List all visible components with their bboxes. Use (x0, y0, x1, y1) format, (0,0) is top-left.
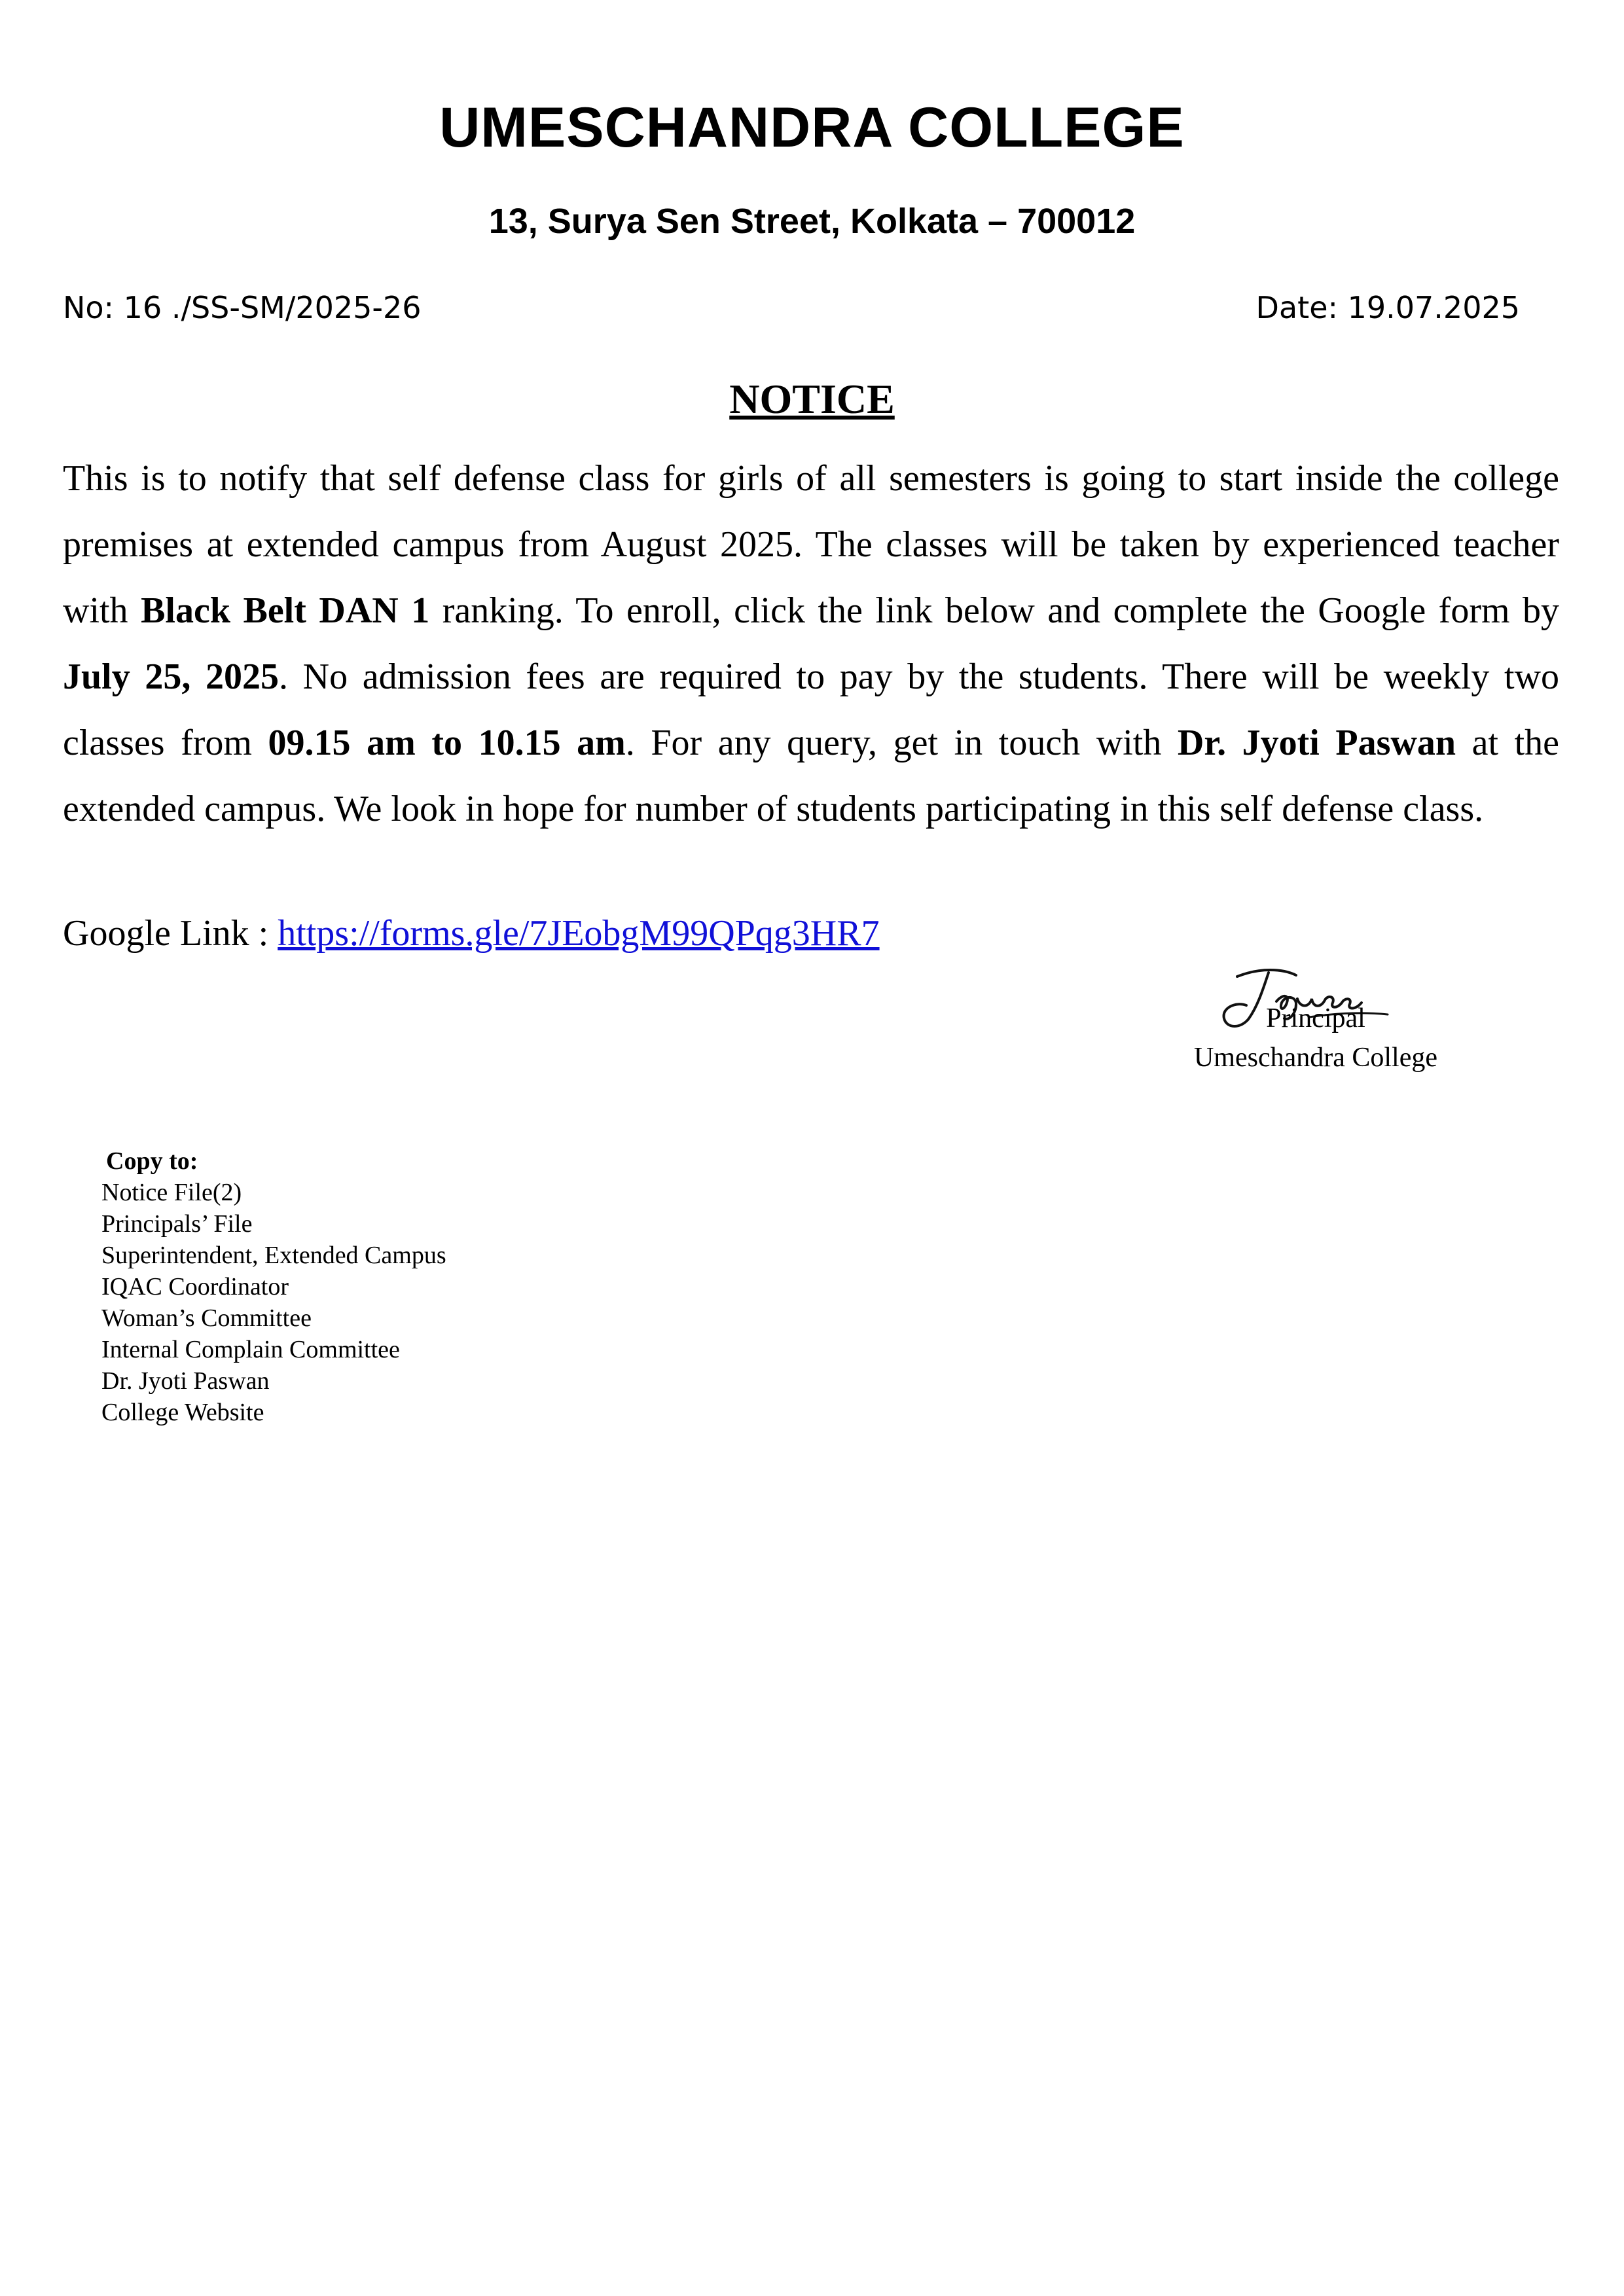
notice-date: Date: 19.07.2025 (1255, 290, 1520, 325)
list-item: Notice File(2) (101, 1179, 242, 1206)
body-text-4: . For any query, get in touch with (625, 723, 1178, 763)
notice-body (63, 446, 1559, 842)
body-text-5: at the extended campus. We look in hope for number of students participating in this self defense class. (63, 723, 1560, 829)
body-text-2: ranking. To enroll, click the link below and complete the Google form by (429, 590, 1560, 631)
body-bold-contact: Dr. Jyoti Paswan (1177, 723, 1456, 763)
college-address: 13, Surya Sen Street, Kolkata – 700012 (488, 202, 1136, 241)
list-item: Woman’s Committee (101, 1304, 312, 1332)
list-item: College Website (101, 1399, 264, 1426)
body-text-1: This is to notify that self defense class for girls of all semesters is going to start inside the college premises at extended campus from August 2025. The classes will be taken by experienced teacher with (63, 458, 1559, 631)
list-item: Superintendent, Extended Campus (101, 1242, 446, 1269)
reference-number: No: 16 ./SS-SM/2025-26 (63, 290, 422, 325)
body-bold-timing: 09.15 am to 10.15 am (268, 723, 626, 763)
principal-college: Umeschandra College (1193, 1043, 1438, 1073)
body-text-3: . No admission fees are required to pay by the students. There will be weekly two classes from (63, 656, 1560, 763)
copy-to-list (101, 1177, 446, 1428)
body-bold-rank: Black Belt DAN 1 (141, 590, 430, 631)
notice-heading: NOTICE (729, 376, 895, 422)
college-name: UMESCHANDRA COLLEGE (439, 96, 1185, 159)
google-link-label: Google Link : (63, 913, 278, 954)
principal-title: Principal (1266, 1003, 1365, 1033)
copy-to-heading: Copy to: (106, 1147, 198, 1175)
list-item: Dr. Jyoti Paswan (101, 1367, 270, 1395)
list-item: Principals’ File (101, 1210, 253, 1238)
list-item: Internal Complain Committee (101, 1336, 400, 1363)
list-item: IQAC Coordinator (101, 1273, 289, 1300)
google-link-line (63, 907, 1559, 960)
google-form-link[interactable]: https://forms.gle/7JEobgM99QPqg3HR7 (278, 913, 880, 954)
body-bold-deadline: July 25, 2025 (63, 656, 280, 697)
